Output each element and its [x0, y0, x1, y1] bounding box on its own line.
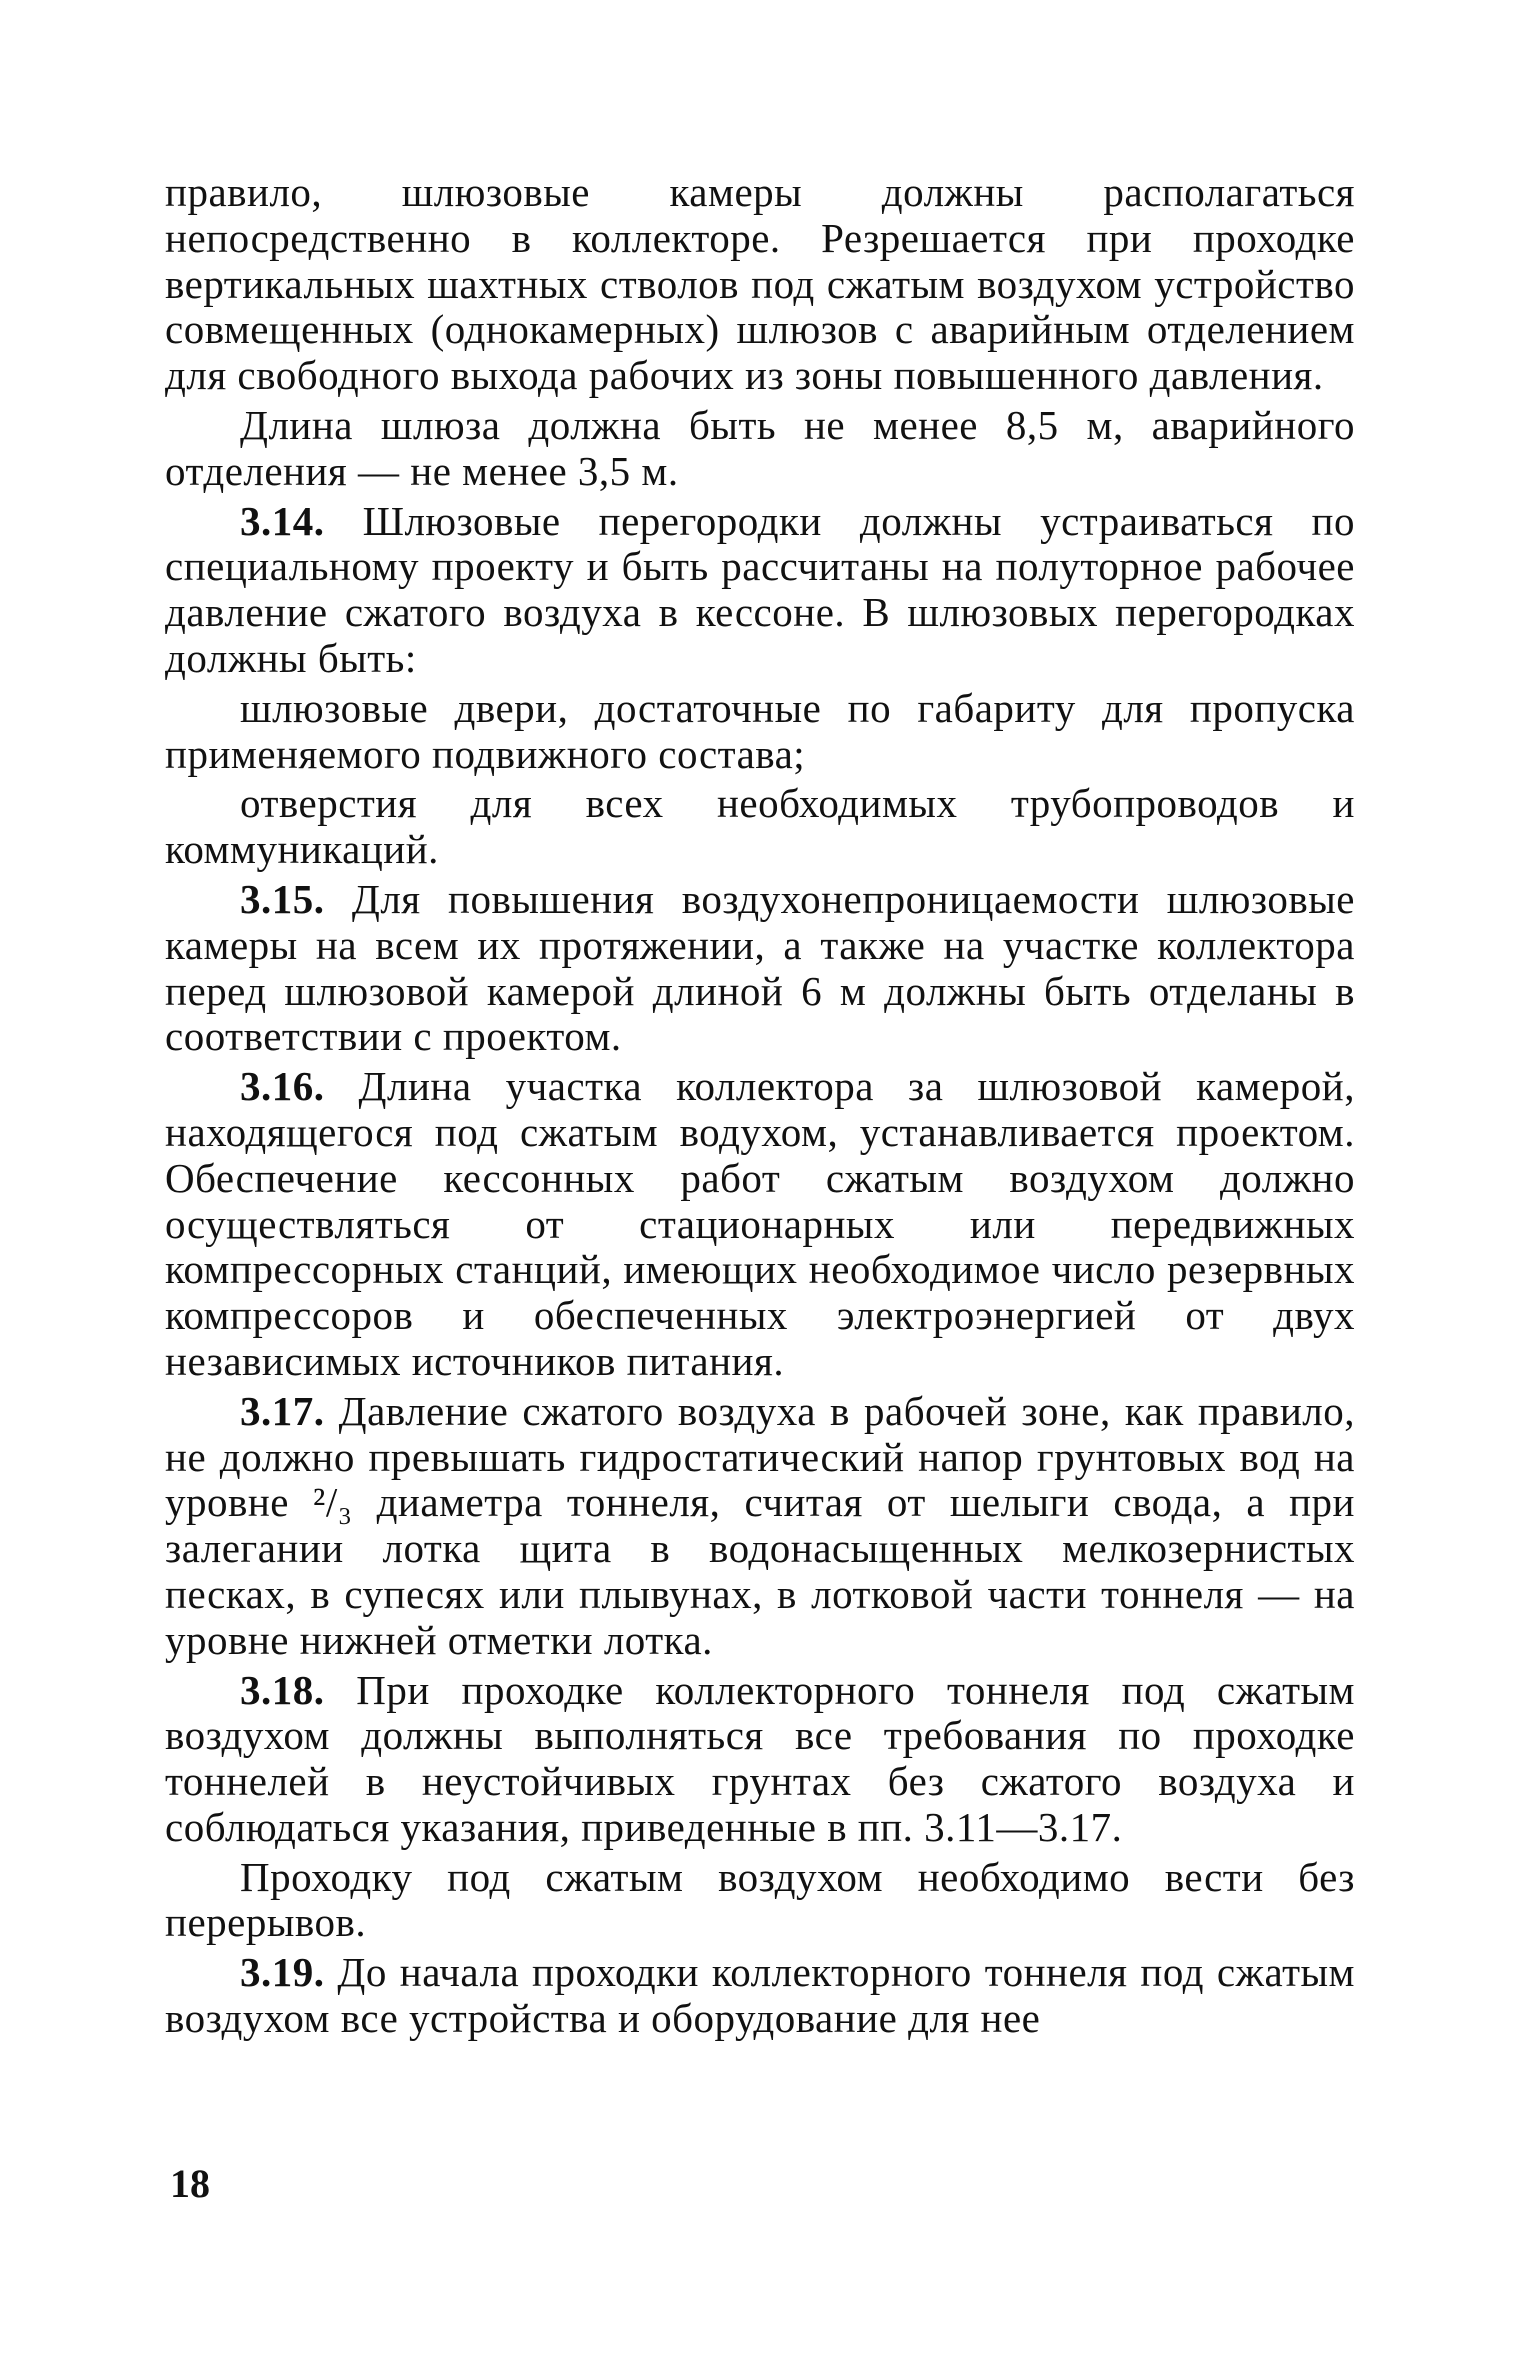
- paragraph-3-15: 3.15. Для повышения воздухонепроницаемости шлюзовые камеры на всем их протяжении, а также на участке коллектора перед шлюзовой камерой длиной 6 м должны быть отделаны в соответствии с проектом.: [165, 875, 1355, 1060]
- paragraph-1: правило, шлюзовые камеры должны располагаться непосредственно в коллекторе. Резрешается при проходке вертикальных шахтных стволов под сжатым воздухом устройство совмещенных (однокамерных) шлюзов с аварийным отделением для свободного выхода рабочих из зоны повышенного давления.: [165, 169, 1355, 399]
- paragraph-3-14: 3.14. Шлюзовые перегородки должны устраиваться по специальному проекту и быть рассчитаны на полуторное рабочее давление сжатого воздуха в кессоне. В шлюзовых перегородках должны быть:: [165, 497, 1355, 681]
- paragraph-2: Длина шлюза должна быть не менее 8,5 м, аварийного отделения — не менее 3,5 м.: [165, 401, 1355, 494]
- paragraph-doors: шлюзовые двери, достаточные по габариту для пропуска применяемого подвижного состава;: [165, 684, 1355, 777]
- paragraph-3-17: 3.17. Давление сжатого воздуха в рабочей зоне, как правило, не должно превышать гидростатический напор грунтовых вод на уровне ²/₃ диаметра тоннеля, считая от шелыги свода, а при залегании лотка щита в водонасыщенных мелкозернистых песках, в супесях или плывунах, в лотковой части тоннеля — на уровне нижней отметки лотка.: [165, 1387, 1355, 1663]
- paragraph-3-16: 3.16. Длина участка коллектора за шлюзовой камерой, находящегося под сжатым водухом, устанавливается проектом. Обеспечение кессонных работ сжатым воздухом должно осуществляться от стационарных или передвижных компрессорных станций, имеющих необходимое число резервных компрессоров и обеспеченных электроэнергией от двух независимых источников питания.: [165, 1063, 1355, 1384]
- body-text: [165, 170, 1355, 2046]
- paragraph-openings: отверстия для всех необходимых трубопроводов и коммуникаций.: [165, 780, 1355, 873]
- page-number: 18: [170, 2161, 210, 2206]
- paragraph-3-18: 3.18. При проходке коллекторного тоннеля под сжатым воздухом должны выполняться все требования по проходке тоннелей в неустойчивых грунтах без сжатого воздуха и соблюдаться указания, приведенные в пп. 3.11—3.17.: [165, 1666, 1355, 1850]
- paragraph-no-breaks: Проходку под сжатым воздухом необходимо вести без перерывов.: [165, 1853, 1355, 1946]
- paragraph-3-19: 3.19. До начала проходки коллекторного тоннеля под сжатым воздухом все устройства и оборудование для нее: [165, 1949, 1355, 2042]
